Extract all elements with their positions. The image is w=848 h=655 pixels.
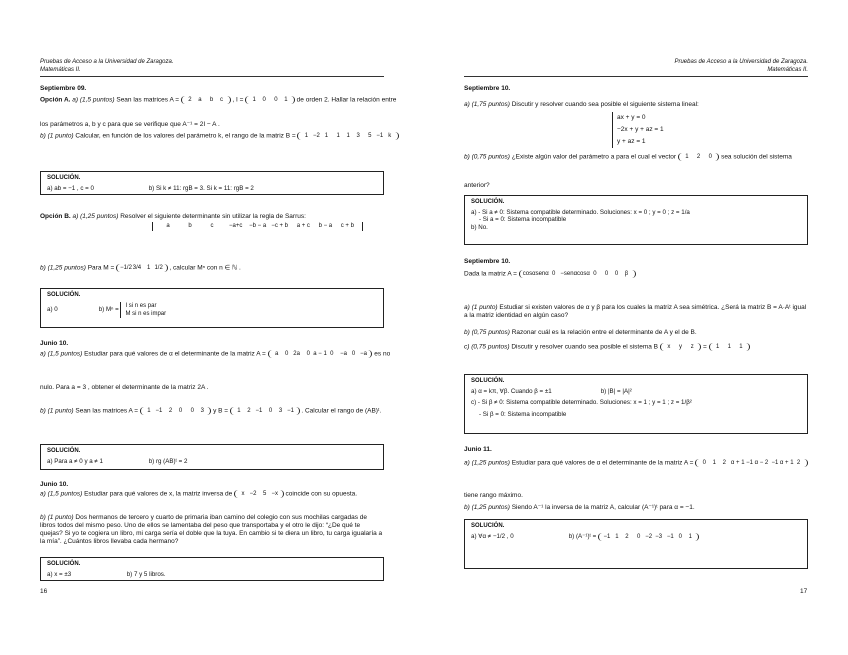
case: M si n es impar bbox=[125, 310, 167, 317]
text: Dada la matriz A = bbox=[464, 270, 517, 278]
solution-a-1: a) - Si a ≠ 0: Sistema compatible determinado. Soluciones: x = 0 ; y = 0 ; z = 1/a bbox=[471, 208, 690, 216]
cell: −a bbox=[340, 351, 347, 357]
cell: 0 bbox=[284, 351, 289, 357]
cell: 2 bbox=[722, 460, 726, 466]
cell: 0 bbox=[604, 271, 609, 277]
sep09-optionB-b bbox=[40, 264, 384, 273]
solution-box-jun10b bbox=[40, 557, 384, 581]
text: Razonar cuál es la relación entre el determinante de A y el de B. bbox=[511, 329, 697, 336]
section-title-sep09: Septiembre 09. bbox=[40, 85, 87, 92]
solution-a: a) x = ±3 bbox=[47, 570, 72, 578]
vector-rhs bbox=[709, 343, 750, 351]
cell: 0 bbox=[552, 271, 556, 277]
cell: −1 bbox=[746, 460, 753, 466]
matrix-a2 bbox=[140, 407, 211, 415]
cell: a − 1 bbox=[313, 351, 327, 357]
cell: 0 bbox=[262, 97, 266, 103]
cell: 5 bbox=[263, 491, 267, 497]
cell: −b − a bbox=[249, 223, 267, 229]
cell: −1/2 bbox=[120, 265, 132, 271]
points: b) (1,25 puntos) bbox=[40, 264, 86, 272]
solution-title: SOLUCIÓN. bbox=[47, 448, 81, 454]
solution-b: b) 7 y 5 libros. bbox=[126, 570, 166, 578]
cell: 1 bbox=[727, 344, 731, 350]
vector-xyz bbox=[660, 343, 701, 351]
sep10-b bbox=[464, 153, 808, 162]
cell: −3 bbox=[655, 533, 663, 540]
points: b) (0,75 puntos) bbox=[464, 153, 510, 161]
cell: β bbox=[624, 271, 629, 277]
cell: 1 bbox=[715, 344, 720, 350]
cell: 0 bbox=[593, 271, 597, 277]
jun10-a-cont: nulo. Para a = 3 , obtener el determinante de la matriz 2A . bbox=[40, 384, 209, 391]
points: a) (1,5 puntos) bbox=[72, 96, 115, 104]
cell: 0 bbox=[274, 97, 278, 103]
text: Sean las matrices A = bbox=[116, 96, 180, 104]
cell: 1 bbox=[712, 460, 716, 466]
points: a) (1,5 puntos) bbox=[40, 490, 83, 498]
points: b) (1 punto) bbox=[40, 132, 74, 140]
text: , I = bbox=[232, 96, 244, 104]
cell: −x bbox=[271, 491, 278, 497]
text: coincide con su opuesta. bbox=[285, 490, 358, 498]
header-line-2: Matemáticas II. bbox=[40, 67, 81, 73]
cell: −a+c bbox=[228, 223, 243, 229]
cell: 2 bbox=[796, 460, 801, 466]
cell: 2 bbox=[188, 97, 192, 103]
cell: 1 bbox=[304, 133, 309, 139]
cell: 3/4 bbox=[132, 265, 142, 271]
sep10-b-cont: anterior? bbox=[464, 182, 490, 189]
right-page-header bbox=[674, 58, 808, 74]
cell: α + 1 bbox=[779, 460, 794, 466]
cell: 1 bbox=[739, 344, 743, 350]
cell: x bbox=[241, 491, 245, 497]
text: Discutir y resolver cuando sea posible el sistema B bbox=[511, 343, 659, 351]
solution-box-sep10b bbox=[464, 374, 808, 434]
jun10b-b bbox=[40, 514, 384, 547]
sep10b-b bbox=[464, 329, 808, 337]
matrix-i bbox=[245, 96, 295, 104]
header-line-2: Matemáticas II. bbox=[767, 67, 808, 73]
cell: 2 bbox=[696, 154, 701, 160]
cell: −a bbox=[360, 351, 367, 357]
text: , calcular Mⁿ con n ∈ ℕ . bbox=[169, 264, 241, 272]
cell: k bbox=[388, 133, 392, 139]
equation: ax + y = 0 bbox=[617, 114, 646, 121]
solution-b: b) rg (AB)ᵗ = 2 bbox=[148, 457, 188, 465]
cell: −1 bbox=[255, 408, 263, 414]
cell: α + 1 bbox=[730, 460, 745, 466]
solution-title: SOLUCIÓN. bbox=[471, 378, 505, 384]
text: Sean las matrices A = bbox=[75, 407, 139, 415]
solution-box-jun10 bbox=[40, 444, 384, 470]
cell: −2 bbox=[645, 533, 653, 540]
points: b) (0,75 puntos) bbox=[464, 329, 510, 336]
matrix-m bbox=[116, 264, 168, 272]
points: a) (1,5 puntos) bbox=[40, 350, 83, 358]
solution-b: b) (A⁻¹)ᵗ = bbox=[568, 532, 597, 540]
cell: 3 bbox=[200, 408, 204, 414]
solution-box-sep09-a bbox=[40, 171, 384, 195]
points: a) (1,25 puntos) bbox=[72, 213, 119, 220]
cases bbox=[120, 302, 166, 318]
sep09-optionA-a-cont: los parámetros a, b y c para que se verifique que A⁻¹ = 2I − A . bbox=[40, 121, 220, 128]
option-a-label: Opción A. bbox=[40, 96, 71, 104]
cell: 1 bbox=[252, 97, 256, 103]
left-page-header bbox=[40, 58, 174, 74]
sep09-optionA-a bbox=[40, 96, 397, 105]
matrix-b2 bbox=[230, 407, 300, 415]
solution-c-1: c) - Si β ≠ 0: Sistema compatible determinado. Soluciones: x = 1 ; y = 1 ; z = 1/β² bbox=[471, 399, 692, 407]
text: Resolver el siguiente determinante sin utilizar la regla de Sarrus: bbox=[120, 213, 306, 220]
cell: a bbox=[166, 223, 170, 229]
cell: 0 bbox=[614, 271, 619, 277]
solution-title: SOLUCIÓN. bbox=[47, 175, 81, 181]
solution-title: SOLUCIÓN. bbox=[47, 292, 81, 298]
cell: −2 bbox=[313, 133, 320, 139]
right-page bbox=[424, 0, 848, 655]
solution-title: SOLUCIÓN. bbox=[47, 561, 81, 567]
jun10b-a bbox=[40, 490, 384, 499]
cell: 1 bbox=[346, 133, 350, 139]
solution-ab bbox=[471, 388, 801, 396]
solution-a: a) ∀α ≠ −1/2 , 0 bbox=[471, 532, 514, 540]
sep10b-a bbox=[464, 304, 808, 320]
cell: a + c bbox=[296, 223, 310, 229]
cell: b bbox=[188, 223, 192, 229]
points: a) (1,75 puntos) bbox=[464, 101, 510, 108]
cell: −1 bbox=[603, 533, 611, 540]
solution-title: SOLUCIÓN. bbox=[471, 523, 505, 529]
section-title-jun10: Junio 10. bbox=[40, 340, 69, 347]
cell: 1 bbox=[147, 408, 151, 414]
cell: −1 bbox=[155, 408, 163, 414]
matrix-a bbox=[268, 350, 373, 358]
text: . Calcular el rango de (AB)ᵗ. bbox=[301, 407, 382, 415]
cell: 0 bbox=[268, 408, 273, 414]
cell: cosα bbox=[522, 271, 536, 277]
equals: = bbox=[703, 343, 707, 351]
page-number: 17 bbox=[800, 588, 808, 595]
sep10b-c bbox=[464, 343, 808, 352]
cell: b bbox=[209, 97, 214, 103]
solution-box-sep10 bbox=[464, 195, 808, 245]
jun10-a bbox=[40, 350, 391, 359]
cell: −1 bbox=[771, 460, 779, 466]
cell: −1 bbox=[666, 533, 674, 540]
points: b) (1 punto) bbox=[40, 407, 74, 415]
cell: 3 bbox=[278, 408, 283, 414]
cell: −c + b bbox=[271, 223, 289, 229]
option-b-label: Opción B. bbox=[40, 213, 71, 220]
text: Para M = bbox=[87, 264, 115, 272]
points: b) (1 punto) bbox=[40, 514, 74, 521]
jun11-a bbox=[464, 459, 808, 468]
matrix-a bbox=[519, 270, 636, 278]
solution-b: b) Si k ≠ 11: rgB = 3. Si k = 11: rgB = 2 bbox=[148, 184, 254, 192]
cell: b − a bbox=[318, 223, 333, 229]
text: sea solución del sistema bbox=[721, 153, 792, 161]
jun11-b bbox=[464, 504, 808, 512]
solution-box-sep09-b bbox=[40, 288, 384, 328]
cell: 1 bbox=[336, 133, 340, 139]
sep09-optionA-b bbox=[40, 132, 392, 141]
text: Estudiar para qué valores de α el determinante de la matriz A = bbox=[511, 459, 694, 467]
cell: 1 bbox=[324, 133, 329, 139]
points: a) (1,25 puntos) bbox=[464, 459, 510, 467]
text: Estudiar si existen valores de α y β para los cuales la matriz A sea simétrica. ¿Será la matriz B = A·Aᵗ igual a la matriz identidad en algún caso? bbox=[464, 304, 807, 320]
cell: 0 bbox=[636, 533, 641, 540]
points: a) (1 punto) bbox=[464, 304, 498, 311]
text: Dos hermanos de tercero y cuarto de primaria iban camino del colegio con sus mochilas cargadas de libros todos del mismo peso. Uno de ellos se lamentaba del peso que transportaba y el otro le dijo: “¿De qué te quejas? Si yo te cogiera un libro, mi carga sería el doble que la tuya. En cambio si te diera un libro, tu carga igualaría a la mía”. ¿Cuántos libros llevaba cada hermano? bbox=[40, 514, 383, 546]
cell: 1 bbox=[237, 408, 241, 414]
cell: 1 bbox=[284, 97, 288, 103]
text: es no bbox=[374, 350, 391, 358]
case: I si n es par bbox=[125, 302, 157, 309]
cell: z bbox=[690, 344, 694, 350]
text: Calcular, en función de los valores del parámetro k, el rango de la matriz B = bbox=[75, 132, 296, 140]
cell: 0 bbox=[330, 351, 334, 357]
solution-a: a) Para a ≠ 0 y a ≠ 1 bbox=[47, 457, 103, 465]
cell: 2a bbox=[293, 351, 300, 357]
text: y B = bbox=[213, 407, 229, 415]
cell: 5 bbox=[368, 133, 372, 139]
text: Discutir y resolver cuando sea posible el siguiente sistema lineal: bbox=[511, 101, 699, 108]
cell: 0 bbox=[702, 460, 706, 466]
cell: x bbox=[667, 344, 671, 350]
cell: −1 bbox=[376, 133, 384, 139]
cell: 0 bbox=[351, 351, 356, 357]
section-title-sep10b: Septiembre 10. bbox=[464, 258, 511, 265]
cell: 1 bbox=[685, 154, 689, 160]
solution-a-2: - Si a = 0: Sistema incompatible bbox=[479, 216, 567, 224]
solution-b: b) |B| = |A|² bbox=[600, 387, 632, 395]
matrix-x bbox=[234, 490, 284, 498]
cell: senα bbox=[535, 271, 549, 277]
solution-a: a) ab = −1 , c = 0 bbox=[47, 184, 94, 192]
section-title-jun11: Junio 11. bbox=[464, 446, 492, 453]
cell: 1 bbox=[688, 533, 692, 540]
vector bbox=[678, 153, 719, 161]
jun10-b bbox=[40, 407, 384, 416]
matrix-b bbox=[297, 132, 398, 140]
solution-box-jun11 bbox=[464, 519, 808, 569]
section-title-sep10: Septiembre 10. bbox=[464, 85, 511, 92]
equation: y + az = 1 bbox=[617, 138, 646, 145]
solution-b: b) Mⁿ = bbox=[98, 305, 119, 313]
cell: 0 bbox=[178, 408, 183, 414]
cell: a bbox=[198, 97, 202, 103]
header-line-1: Pruebas de Acceso a la Universidad de Zaragoza. bbox=[674, 59, 808, 65]
solution-c-2: - Si β = 0: Sistema incompatible bbox=[479, 411, 567, 418]
cell: 1 bbox=[146, 265, 151, 271]
sep09-determinant bbox=[40, 222, 384, 232]
cell: 1 bbox=[615, 533, 619, 540]
cell: 1/2 bbox=[154, 265, 163, 271]
cell: c + b bbox=[340, 223, 354, 229]
section-title-jun10b: Junio 10. bbox=[40, 481, 69, 488]
sep10b-intro bbox=[464, 270, 808, 279]
cell: a bbox=[274, 351, 279, 357]
cell: −2 bbox=[249, 491, 257, 497]
sep09-optionB-a bbox=[40, 213, 384, 221]
matrix-a bbox=[695, 459, 807, 467]
cell: α − 2 bbox=[754, 460, 769, 466]
header-rule bbox=[464, 76, 808, 77]
text: de orden 2. Hallar la relación entre bbox=[296, 96, 397, 104]
cell: y bbox=[679, 344, 683, 350]
matrix-a bbox=[181, 96, 231, 104]
text: Estudiar para qué valores de x, la matriz inversa de bbox=[84, 490, 233, 498]
solution-title: SOLUCIÓN. bbox=[471, 199, 505, 205]
cell: 3 bbox=[356, 133, 360, 139]
cell: −senα bbox=[560, 271, 578, 277]
cell: 2 bbox=[625, 533, 629, 540]
cell: cosα bbox=[577, 271, 590, 277]
matrix-inverse-transpose bbox=[598, 533, 699, 541]
cell: 2 bbox=[247, 408, 251, 414]
cell: 0 bbox=[678, 533, 682, 540]
jun11-a-cont: tiene rango máximo. bbox=[464, 492, 523, 499]
text: Estudiar para qué valores de α el determinante de la matriz A = bbox=[84, 350, 266, 358]
cell: 2 bbox=[168, 408, 173, 414]
page-number: 16 bbox=[40, 588, 48, 595]
header-rule bbox=[40, 76, 384, 77]
points: c) (0,75 puntos) bbox=[464, 343, 510, 351]
points: b) (1,25 puntos) bbox=[464, 504, 510, 511]
cell: c bbox=[220, 97, 224, 103]
text: ¿Existe algún valor del parámetro a para el cual el vector bbox=[511, 153, 677, 161]
cell: 0 bbox=[708, 154, 712, 160]
cell: c bbox=[210, 223, 214, 229]
linear-system bbox=[612, 112, 664, 148]
header-line-1: Pruebas de Acceso a la Universidad de Zaragoza. bbox=[40, 59, 174, 65]
cell: 0 bbox=[306, 351, 310, 357]
cell: 0 bbox=[190, 408, 194, 414]
solution-a: a) 0 bbox=[47, 305, 58, 313]
solution-b: b) No. bbox=[471, 224, 488, 231]
equation: −2x + y + az = 1 bbox=[617, 126, 664, 133]
cell: −1 bbox=[287, 408, 294, 414]
text: Siendo A⁻¹ la inversa de la matriz A, calcular (A⁻¹)ᵗ para α = −1. bbox=[511, 504, 695, 511]
solution-a: a) α = kπ, ∀β. Cuando β = ±1 bbox=[471, 387, 552, 395]
sep10-a bbox=[464, 101, 808, 109]
sep10-system bbox=[464, 112, 808, 148]
determinant bbox=[152, 222, 363, 231]
